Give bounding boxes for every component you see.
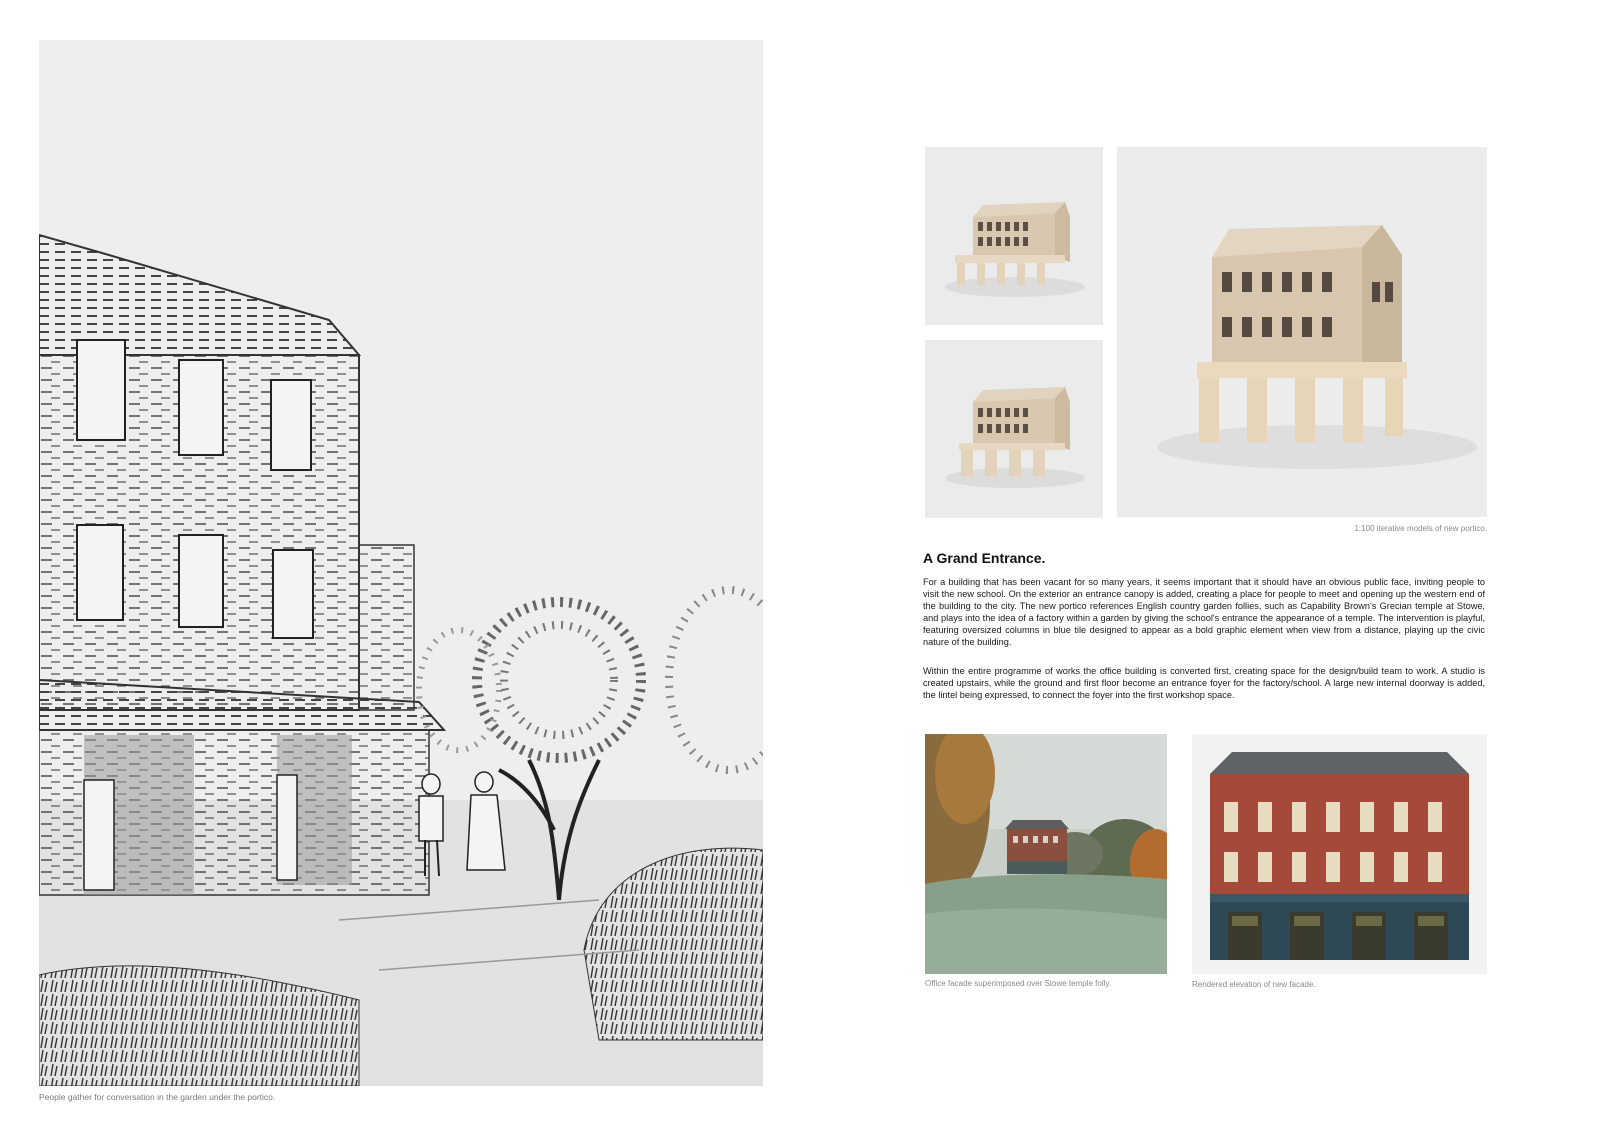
models-caption: 1:100 iterative models of new portico.: [1354, 524, 1487, 533]
elevation-caption: Rendered elevation of new facade.: [1192, 980, 1316, 989]
landscape-photo: [925, 734, 1167, 974]
model-photo-2: [925, 340, 1103, 518]
model-photo-large: [1117, 147, 1487, 517]
section-title: A Grand Entrance.: [923, 550, 1046, 566]
pencil-sketch-image: [39, 40, 763, 1086]
model-photo-1: [925, 147, 1103, 325]
body-paragraph-1: For a building that has been vacant for so many years, it seems important that it should have an obvious public face, inviting people to visit the new school. On the exterior an entrance canopy is added, creating a place for people to meet and opening up the western end of the building to the city. The new portico references English country garden follies, such as Capability Brown's Grecian temple at Stowe, and plays into the idea of a factory within a garden by giving the school's entrance the appearance of a temple. The intervention is playful, featuring oversized columns in blue tile designed to appear as a bold graphic element when view from a distance, playing up the civic nature of the building.: [923, 577, 1485, 648]
landscape-caption: Office facade superimposed over Stowe temple folly.: [925, 979, 1112, 988]
body-paragraph-2: Within the entire programme of works the office building is converted first, creating space for the design/build team to work. A studio is created upstairs, while the ground and first floor become an entrance foyer for the factory/school. A large new internal doorway is added, the lintel being expressed, to connect the foyer into the first workshop space.: [923, 666, 1485, 701]
elevation-render: [1192, 734, 1487, 974]
sketch-caption: People gather for conversation in the garden under the portico.: [39, 1092, 276, 1102]
